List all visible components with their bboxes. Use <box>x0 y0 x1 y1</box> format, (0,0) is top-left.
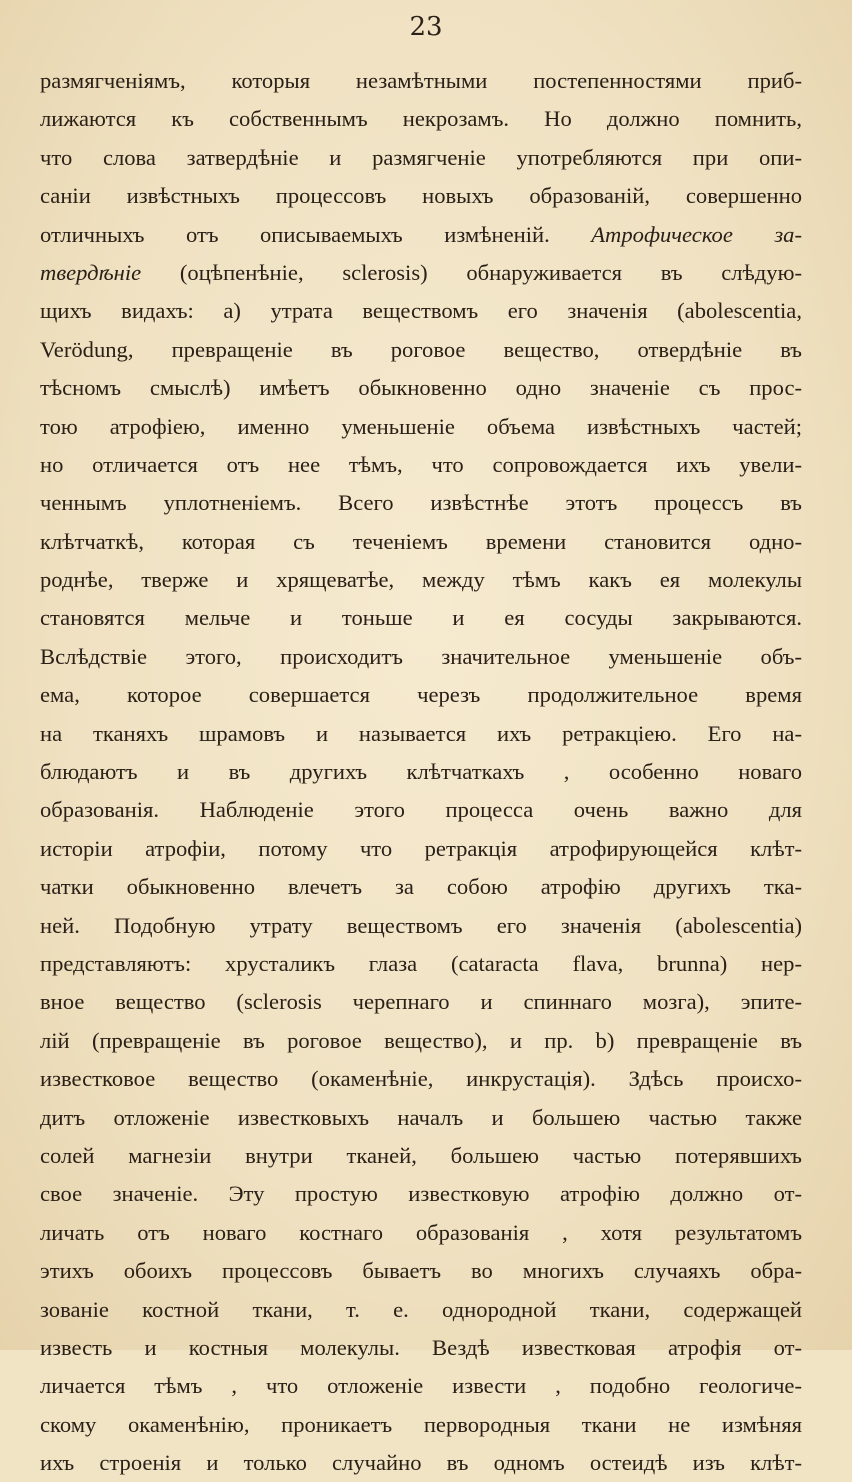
text-line <box>40 523 802 561</box>
text-line-plain: ней. Подобную утрату веществомъ его значенія (abolescentia) <box>40 912 802 938</box>
text-line-plain: этихъ обоихъ процессовъ бываетъ во многихъ случаяхъ обра- <box>40 1258 802 1284</box>
text-line-plain: солей магнезіи внутри тканей, большею частью потерявшихъ <box>40 1142 802 1168</box>
text-line-plain: тѣсномъ смыслѣ) имѣетъ обыкновенно одно значеніе съ прос- <box>40 375 802 401</box>
text-line <box>40 100 802 138</box>
text-line <box>40 561 802 599</box>
text-line <box>40 907 802 945</box>
text-line-plain: вное вещество (sclerosis черепнаго и спиннаго мозга), эпите- <box>40 989 802 1015</box>
text-line-plain: на тканяхъ шрамовъ и называется ихъ ретракціею. Его на- <box>40 720 802 746</box>
text-line-plain: что слова затвердѣніе и размягченіе употребляются при опи- <box>40 144 802 170</box>
text-line-italic: Атрофическое за- <box>591 221 802 247</box>
text-line <box>40 1291 802 1329</box>
text-line <box>40 945 802 983</box>
text-line-italic: твердѣніе <box>40 259 142 285</box>
text-line <box>40 1099 802 1137</box>
text-line-plain: клѣтчаткѣ, которая съ теченіемъ времени становится одно- <box>40 528 802 554</box>
text-line <box>40 1022 802 1060</box>
text-line-plain: тою атрофіею, именно уменьшеніе объема извѣстныхъ частей; <box>40 413 802 439</box>
text-line <box>40 1175 802 1213</box>
text-line <box>40 1137 802 1175</box>
page-number: 23 <box>409 12 443 42</box>
text-line-plain: представляютъ: хрусталикъ глаза (cataracta flava, brunna) нер- <box>40 950 802 976</box>
text-line <box>40 139 802 177</box>
text-line-plain: отличныхъ отъ описываемыхъ измѣненій. <box>40 221 592 247</box>
text-line <box>40 1214 802 1252</box>
text-line-plain: скому окаменѣнію, проникаетъ первородныя ткани не измѣняя <box>40 1411 802 1437</box>
text-line <box>40 216 802 254</box>
body-text <box>40 62 802 1482</box>
text-line-plain: саніи извѣстныхъ процессовъ новыхъ образованій, совершенно <box>40 183 802 209</box>
text-line <box>40 1406 802 1444</box>
text-line-plain: чатки обыкновенно влечетъ за собою атрофію другихъ тка- <box>40 874 802 900</box>
text-line <box>40 715 802 753</box>
text-line <box>40 254 802 292</box>
text-line-plain: свое значеніе. Эту простую известковую атрофію должно от- <box>40 1181 802 1207</box>
text-line-plain: (оцѣпенѣніе, sclerosis) обнаруживается въ слѣдую- <box>141 259 802 285</box>
text-line-plain: Verödung, превращеніе въ роговое вещество, отвердѣніе въ <box>40 336 802 362</box>
text-line-plain: личается тѣмъ , что отложеніе извести , подобно геологиче- <box>40 1373 802 1399</box>
text-line-plain: образованія. Наблюденіе этого процесса очень важно для <box>40 797 802 823</box>
text-line <box>40 446 802 484</box>
text-line <box>40 830 802 868</box>
text-line <box>40 484 802 522</box>
text-line <box>40 676 802 714</box>
text-line-plain: личать отъ новаго костнаго образованія , хотя результатомъ <box>40 1219 802 1245</box>
text-line-plain: исторіи атрофіи, потому что ретракція атрофирующейся клѣт- <box>40 835 802 861</box>
text-line <box>40 1329 802 1367</box>
text-line-plain: размягченіямъ, которыя незамѣтными постепенностями приб- <box>40 68 802 93</box>
text-line <box>40 868 802 906</box>
text-line <box>40 369 802 407</box>
text-line-plain: известковое вещество (окаменѣніе, инкрустація). Здѣсь происхо- <box>40 1066 802 1092</box>
text-line-plain: ихъ строенія и только случайно въ одномъ остеидѣ изъ клѣт- <box>40 1450 802 1476</box>
text-line-plain: роднѣе, тверже и хрящеватѣе, между тѣмъ какъ ея молекулы <box>40 567 802 593</box>
text-line <box>40 638 802 676</box>
text-line-plain: но отличается отъ нее тѣмъ, что сопровождается ихъ увели- <box>40 451 802 477</box>
text-line <box>40 1367 802 1405</box>
text-line-plain: лій (превращеніе въ роговое вещество), и пр. b) превращеніе въ <box>40 1027 802 1053</box>
text-line-plain: блюдаютъ и въ другихъ клѣтчаткахъ , особенно новаго <box>40 759 802 785</box>
text-line-plain: ема, которое совершается черезъ продолжительное время <box>40 682 802 708</box>
text-line <box>40 791 802 829</box>
text-line-plain: зованіе костной ткани, т. е. однородной ткани, содержащей <box>40 1296 802 1322</box>
text-line-plain: известь и костныя молекулы. Вездѣ известковая атрофія от- <box>40 1334 802 1360</box>
text-line <box>40 1252 802 1290</box>
text-line <box>40 62 802 100</box>
text-line <box>40 983 802 1021</box>
text-line <box>40 1060 802 1098</box>
text-line <box>40 292 802 330</box>
text-line-plain: ченнымъ уплотненіемъ. Всего извѣстнѣе этотъ процессъ въ <box>40 490 802 516</box>
text-line <box>40 331 802 369</box>
text-line-plain: Вслѣдствіе этого, происходитъ значительное уменьшеніе объ- <box>40 643 802 669</box>
text-line-plain: дитъ отложеніе известковыхъ началъ и большею частью также <box>40 1104 802 1130</box>
text-line <box>40 753 802 791</box>
text-line-plain: лижаются къ собственнымъ некрозамъ. Но должно помнить, <box>40 106 802 132</box>
text-line <box>40 1444 802 1482</box>
text-line-plain: щихъ видахъ: a) утрата веществомъ его значенія (abolescentia, <box>40 298 802 324</box>
text-line <box>40 408 802 446</box>
text-line-plain: становятся мельче и тоньше и ея сосуды закрываются. <box>40 605 802 631</box>
text-line <box>40 177 802 215</box>
text-line <box>40 599 802 637</box>
